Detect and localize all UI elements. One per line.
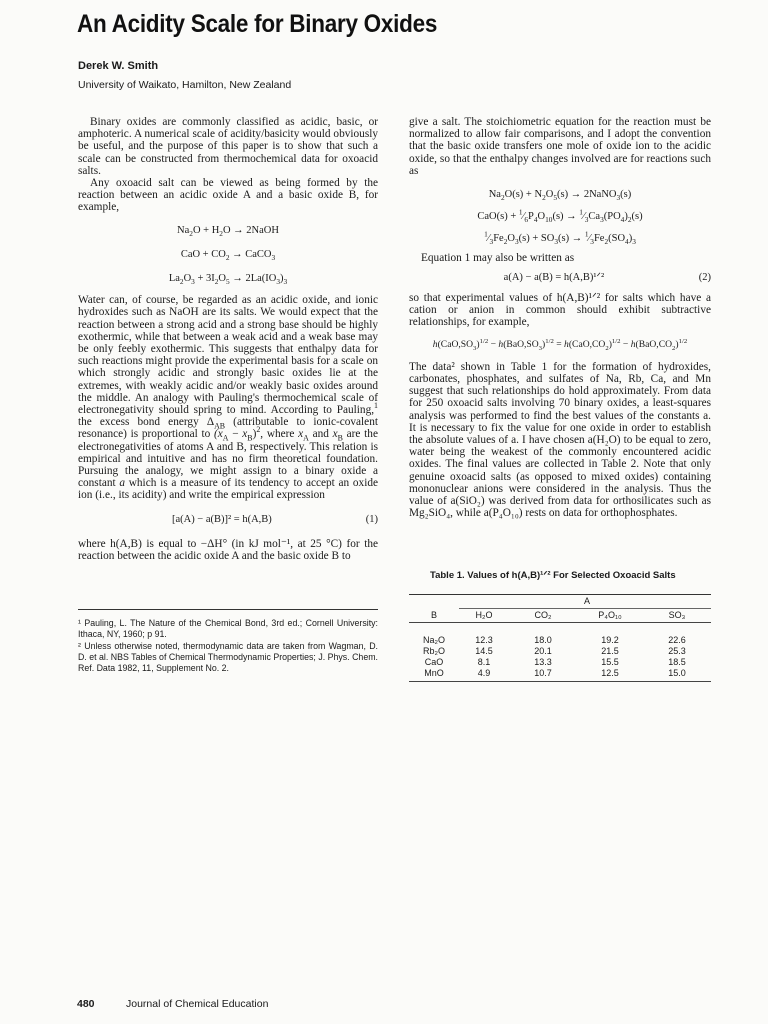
left-paragraph-4: where h(A,B) is equal to −ΔH° (in kJ mol⁻¹, at 25 °C) for the reaction between the acidic oxide A and the basic oxide B to bbox=[78, 537, 378, 563]
equation-nano3: $Na_2O(s) + N_2O_5(s)$ → 2NaNO$_3$(s) bbox=[488, 189, 632, 203]
equation-2-row bbox=[409, 272, 711, 284]
table-cell: 21.5 bbox=[601, 646, 619, 656]
footnote-2: ² Unless otherwise noted, thermodynamic data are taken from Wagman, D. D. et al. NBS Tables of Chemical Thermodynamic Properties; J. Phys. Chem. Ref. Data 1982, 11, Supplement No. 2. bbox=[78, 641, 378, 673]
table-row bbox=[409, 646, 711, 657]
table-cell: 15.5 bbox=[601, 657, 619, 667]
right-paragraph-2: Equation 1 may also be written as bbox=[421, 251, 575, 264]
table-cell: 18.5 bbox=[668, 657, 686, 667]
left-column bbox=[78, 116, 378, 562]
table-header-cell: SO₃ bbox=[668, 610, 686, 620]
table-cell: Rb₂O bbox=[423, 646, 445, 656]
table-1-title: Table 1. Values of h(A,B)¹ᐟ² For Selected Oxoacid Salts bbox=[430, 570, 676, 581]
journal-name: Journal of Chemical Education bbox=[126, 998, 269, 1010]
equation-1-row bbox=[78, 514, 378, 526]
equation-fe-sulfate: $^1⁄_3Fe_2O_3(s) + SO_3(s)$ → $^1⁄_3Fe_2(SO_4)_3$ bbox=[484, 229, 636, 247]
table-header-cell: CO₂ bbox=[534, 610, 552, 620]
equation-2: a(A) − a(B) = h(A,B)¹ᐟ² bbox=[503, 271, 605, 283]
table-cell: 10.7 bbox=[534, 668, 552, 678]
table-cell: MnO bbox=[424, 668, 444, 678]
table-cell: 19.2 bbox=[601, 635, 619, 645]
right-paragraph-3: so that experimental values of h(A,B)¹ᐟ² for salts which have a cation or anion in common should exhibit subtractive relationships, for example, bbox=[409, 292, 711, 329]
table-cell: 22.6 bbox=[668, 635, 686, 645]
left-paragraph-2: Any oxoacid salt can be viewed as being formed by the reaction between an acidic oxide A and a basic oxide B, for example, bbox=[78, 177, 378, 214]
equation-caco3: CaO + $CO_2$ → CaCO$_3$ bbox=[180, 248, 276, 262]
table-cell: 12.3 bbox=[475, 635, 493, 645]
page-number: 480 bbox=[77, 998, 95, 1010]
table-header-cell: B bbox=[430, 610, 437, 620]
table-cell: 12.5 bbox=[601, 668, 619, 678]
footnote-rule bbox=[78, 609, 378, 610]
reaction-equations-left bbox=[78, 225, 378, 286]
table-header-row bbox=[409, 609, 711, 622]
table-cell: 13.3 bbox=[534, 657, 552, 667]
equation-1-number: (1) bbox=[365, 513, 378, 525]
table-row bbox=[409, 657, 711, 668]
author-affiliation: University of Waikato, Hamilton, New Zealand bbox=[78, 79, 292, 91]
right-paragraph-1: give a salt. The stoichiometric equation for the reaction must be normalized to allow fair comparisons, and I adopt the convention that the basic oxide transfers one mole of oxide ion to the acidic oxide, so that the enthalpy changes involved are for reactions such as bbox=[409, 116, 711, 177]
equation-2-number: (2) bbox=[698, 271, 711, 283]
equation-ca-phosphate: $CaO(s) + ^1⁄_6P_4O_{10}(s)$ → $^1⁄_3Ca_3(PO_4)_2(s)$ bbox=[477, 207, 643, 225]
table-row bbox=[409, 635, 711, 646]
table-group-header: A bbox=[584, 596, 591, 606]
reaction-equations-right bbox=[409, 189, 711, 246]
subtractive-relationship-equation: $h(CaO,SO_3)^{1/2} - h(BaO,SO_3)^{1/2} = h(CaO,CO_2)^{1/2} - h(BaO,CO_2)^{1/2}$ bbox=[432, 337, 688, 352]
paper-title: An Acidity Scale for Binary Oxides bbox=[77, 10, 438, 38]
table-header-cell: P₄O₁₀ bbox=[598, 610, 622, 620]
footnote-1: ¹ Pauling, L. The Nature of the Chemical Bond, 3rd ed.; Cornell University: Ithaca, NY, 1960; p 91. bbox=[78, 618, 378, 639]
table-header-cell: H₂O bbox=[475, 610, 493, 620]
left-paragraph-1: Binary oxides are commonly classified as acidic, basic, or amphoteric. A numerical scale of acidity/basicity would obviously be useful, and the purpose of this paper is to show that such a scale can be constructed from thermochemical data for oxoacid salts. bbox=[78, 116, 378, 177]
table-cell: 4.9 bbox=[477, 668, 491, 678]
table-cell: 18.0 bbox=[534, 635, 552, 645]
right-column bbox=[409, 116, 711, 519]
equation-1: [a(A) − a(B)]² = h(A,B) bbox=[171, 513, 272, 525]
author-name: Derek W. Smith bbox=[78, 60, 159, 72]
table-row bbox=[409, 668, 711, 679]
right-paragraph-4: The data² shown in Table 1 for the formation of hydroxides, carbonates, phosphates, and sulfates of Na, Rb, Ca, and Mn suggest that such relationships do hold approximately. From data for 250 oxoacid salts involving 70 binary oxides, a least-squares analysis was performed to find the best values of the constants a. It is necessary to fix the value for one oxide in order to establish the absolute values of a. I have chosen a(H₂O) to be equal to zero, water being the weakest of the commonly encountered acidic oxides. The final values are collected in Table 2. Note that only genuine oxoacid salts (as opposed to mixed oxides) containing mononuclear anions were considered in the analysis. Thus the value of a(SiO₂) was derived from data for orthosilicates such as Mg₂SiO₄, while a(P₄O₁₀) rests on data for orthophosphates. bbox=[409, 360, 711, 520]
table-cell: 15.0 bbox=[668, 668, 686, 678]
table-cell: 14.5 bbox=[475, 646, 493, 656]
table-cell: 20.1 bbox=[534, 646, 552, 656]
table-cell: 8.1 bbox=[477, 657, 491, 667]
table-1 bbox=[409, 594, 711, 682]
left-paragraph-3: Water can, of course, be regarded as an acidic oxide, and ionic hydroxides such as NaOH are its salts. We would expect that the reaction between a strong acid and a strong base should be highly exothermic, while that between a weak acid and a weak base may be only feebly exothermic. This suggests that enthalpy data for such reactions might provide the experimental basis for a scale on which strongly acidic and strongly basic oxides lie at the extremes, with weakly acidic and/or weakly basic oxides around the middle. An analogy with Pauling's thermochemical scale of electronegativity should spring to mind. According to Pauling,$^1$ the excess bond energy $\Delta_{AB}$ (attributable to ionic-covalent resonance) is proportional to $(x_A - x_B)^2$, where $x_A$ and $x_B$ are the electronegativities of atoms A and B, respectively. This relation is empirical and intuitive and has no firm theoretical foundation. Pursuing the analogy, we might assign to a binary oxide a constant a which is a measure of its tendency to accept an oxide ion (i.e., its acidity) and write the empirical expression bbox=[78, 294, 378, 502]
table-cell: 25.3 bbox=[668, 646, 686, 656]
table-cell: Na₂O bbox=[423, 635, 445, 645]
equation-la-iodate: $La_2O_3 + 3I_2O_5 \to 2La(IO_3)_3$ bbox=[168, 273, 288, 287]
table-cell: CaO bbox=[424, 657, 444, 667]
equation-naoh: $Na_2O + H_2O$ → 2NaOH bbox=[177, 224, 279, 238]
